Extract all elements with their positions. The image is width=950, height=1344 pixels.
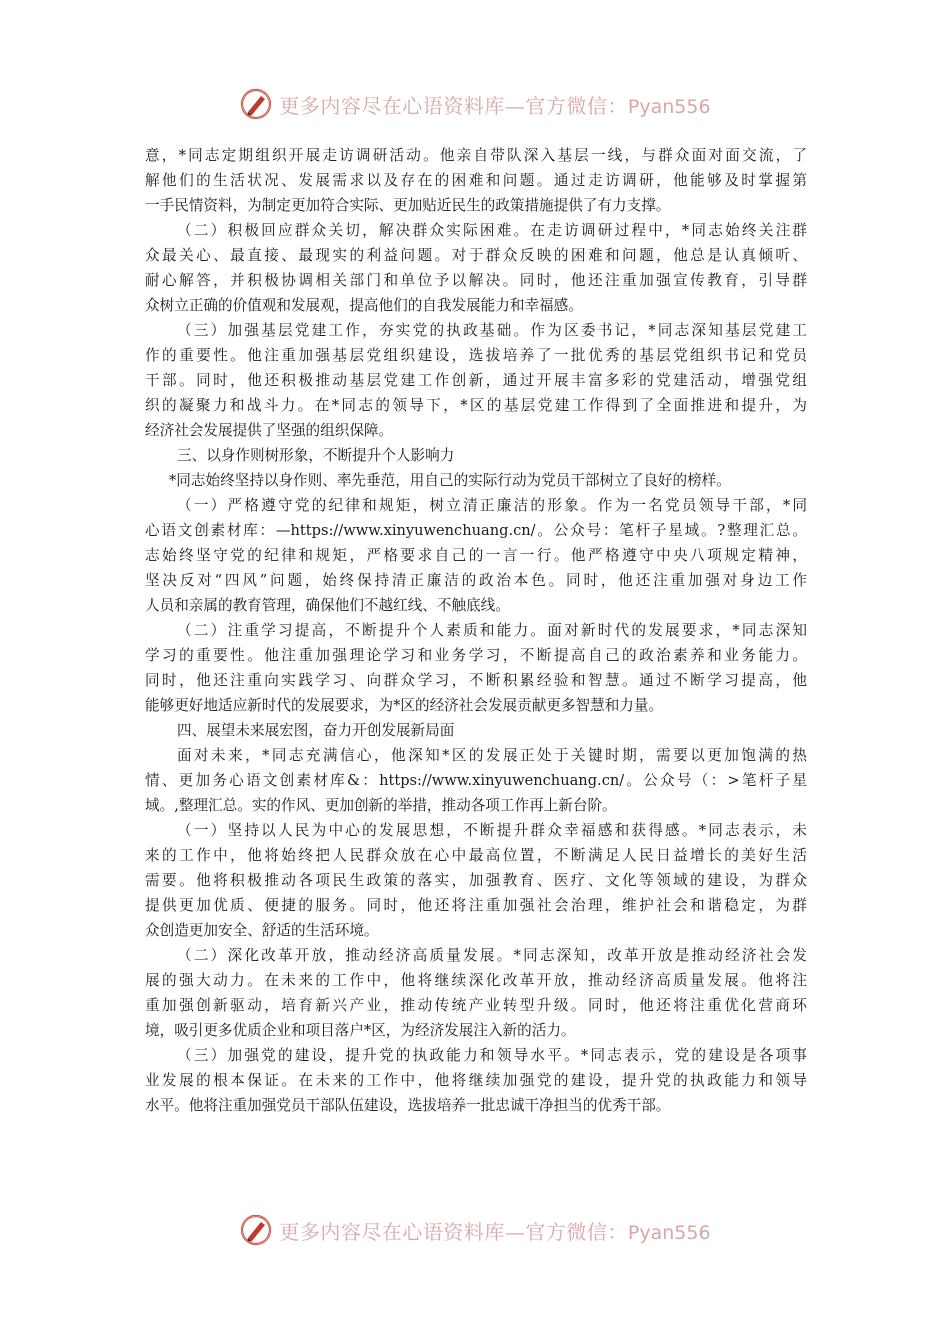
- text-line: （二）积极回应群众关切，解决群众实际困难。在走访调研过程中，*同志始终关注群: [177, 222, 807, 239]
- text-line: 域。,整理汇总。实的作风、更加创新的举措，推动各项工作再上新台阶。: [145, 797, 617, 814]
- text-line: 一手民情资料，为制定更加符合实际、更加贴近民生的政策措施提供了有力支撑。: [145, 197, 671, 214]
- text-line: 面对未来，*同志充满信心，他深知*区的发展正处于关键时期，需要以更加饱满的热: [177, 747, 807, 764]
- text-line: （二）深化改革开放，推动经济高质量发展。*同志深知，改革开放是推动经济社会发: [177, 947, 807, 964]
- text-line: 志始终坚守党的纪律和规矩，严格要求自己的一言一行。他严格遵守中央八项规定精神，: [145, 547, 807, 564]
- document-body: [145, 143, 807, 1118]
- text-line: 意，*同志定期组织开展走访调研活动。他亲自带队深入基层一线，与群众面对面交流，了: [145, 147, 807, 164]
- pen-circle-logo-icon: [239, 87, 273, 121]
- footer-banner: [0, 1210, 950, 1250]
- text-line: 展的强大动力。在未来的工作中，他将继续深化改革开放，推动经济高质量发展。他将注: [145, 972, 807, 989]
- text-line: 同时，他还注重向实践学习、向群众学习，不断积累经验和智慧。通过不断学习提高，他: [145, 672, 807, 689]
- text-line: （一）严格遵守党的纪律和规矩，树立清正廉洁的形象。作为一名党员领导干部，*同: [177, 497, 807, 514]
- text-line: 需要。他将积极推动各项民生政策的落实，加强教育、医疗、文化等领域的建设，为群众: [145, 872, 807, 889]
- text-line: 能够更好地适应新时代的发展要求，为*区的经济社会发展贡献更多智慧和力量。: [145, 697, 664, 714]
- text-line: 众创造更加安全、舒适的生活环境。: [145, 922, 379, 939]
- text-line: 作的重要性。他注重加强基层党组织建设，选拔培养了一批优秀的基层党组织书记和党员: [145, 347, 807, 364]
- header-banner: [0, 84, 950, 124]
- text-line: 来的工作中，他将始终把人民群众放在心中最高位置，不断满足人民日益增长的美好生活: [145, 847, 807, 864]
- text-line: 提供更加优质、便捷的服务。同时，他还将注重加强社会治理，维护社会和谐稳定，为群: [145, 897, 807, 914]
- watermark-line: 情、更加务心语文创素材库&：https://www.xinyuwenchuang.cn/。公众号（：>笔杆子星: [145, 772, 807, 789]
- text-line: 众最关心、最直接、最现实的利益问题。对于群众反映的困难和问题，他总是认真倾听、: [145, 247, 807, 264]
- text-line: 织的凝聚力和战斗力。在*同志的领导下，*区的基层党建工作得到了全面推进和提升，为: [145, 397, 807, 414]
- text-line: 人员和亲属的教育管理，确保他们不越红线、不触底线。: [145, 597, 510, 614]
- text-line: 重加强创新驱动，培育新兴产业，推动传统产业转型升级。同时，他还将注重优化营商环: [145, 997, 807, 1014]
- pen-circle-logo-icon: [239, 1213, 273, 1247]
- text-line: 境，吸引更多优质企业和项目落户*区，为经济发展注入新的活力。: [145, 1022, 576, 1039]
- text-line: （一）坚持以人民为中心的发展思想，不断提升群众幸福感和获得感。*同志表示，未: [177, 822, 807, 839]
- text-line: 业发展的根本保证。在未来的工作中，他将继续加强党的建设，提升党的执政能力和领导: [145, 1072, 807, 1089]
- text-line: 经济社会发展提供了坚强的组织保障。: [145, 422, 394, 439]
- section-heading: 三、以身作则树形象，不断提升个人影响力: [177, 447, 455, 464]
- banner-text: 更多内容尽在心语资料库—官方微信：Pyan556: [279, 93, 711, 118]
- text-line: 解他们的生活状况、发展需求以及存在的困难和问题。通过走访调研，他能够及时掌握第: [145, 172, 807, 189]
- text-line: （三）加强基层党建工作，夯实党的执政基础。作为区委书记，*同志深知基层党建工: [177, 322, 807, 339]
- text-line: 学习的重要性。他注重加强理论学习和业务学习，不断提高自己的政治素养和业务能力。: [145, 647, 807, 664]
- text-line: （三）加强党的建设，提升党的执政能力和领导水平。*同志表示，党的建设是各项事: [177, 1047, 807, 1064]
- banner-text: 更多内容尽在心语资料库—官方微信：Pyan556: [279, 1219, 711, 1244]
- text-line: *同志始终坚持以身作则、率先垂范，用自己的实际行动为党员干部树立了良好的榜样。: [169, 472, 731, 489]
- text-line: 耐心解答，并积极协调相关部门和单位予以解决。同时，他还注重加强宣传教育，引导群: [145, 272, 807, 289]
- text-line: 水平。他将注重加强党员干部队伍建设，选拔培养一批忠诚干净担当的优秀干部。: [145, 1097, 671, 1114]
- text-line: 干部。同时，他还积极推动基层党建工作创新，通过开展丰富多彩的党建活动，增强党组: [145, 372, 807, 389]
- text-line: （二）注重学习提高，不断提升个人素质和能力。面对新时代的发展要求，*同志深知: [177, 622, 807, 639]
- section-heading: 四、展望未来展宏图，奋力开创发展新局面: [177, 722, 455, 739]
- text-line: 坚决反对“四风”问题，始终保持清正廉洁的政治本色。同时，他还注重加强对身边工作: [145, 572, 807, 589]
- watermark-line: 心语文创素材库：—https://www.xinyuwenchuang.cn/。公众号：笔杆子星域。?整理汇总。: [145, 522, 807, 539]
- text-line: 众树立正确的价值观和发展观，提高他们的自我发展能力和幸福感。: [145, 297, 583, 314]
